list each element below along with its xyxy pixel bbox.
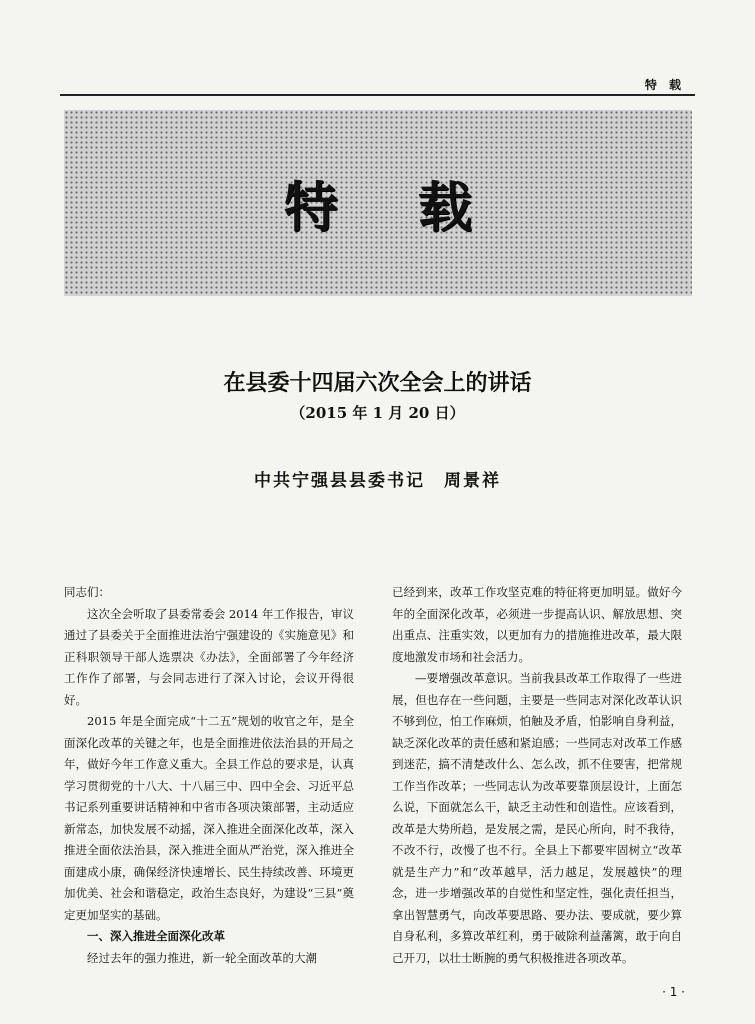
article-title: 在县委十四届六次全会上的讲话: [223, 370, 532, 396]
banner-title: 特载: [284, 174, 552, 239]
section-tag: 特 载: [644, 78, 685, 92]
paragraph: 已经到来，改革工作攻坚克难的特征将更加明显。做好今年的全面深化改革，必须进一步提高认识、解放思想、突出重点、注重实效，以更加有力的措施推进改革，最大限度地激发市场和社会活力。: [392, 585, 682, 664]
article-date: （2015 年 1 月 20 日）: [290, 404, 465, 422]
paragraph: 2015 年是全面完成“十二五”规划的收官之年，是全面深化改革的关键之年，也是全面推进依法治县的开局之年，做好今年工作意义重大。全县工作总的要求是，认真学习贯彻党的十八大、十八届三中、四中全会、习近平总书记系列重要讲话精神和中省市各项决策部署，主动适应新常态，加快发展不动摇，深入推进全面深化改革，深入推进全面依法治县，深入推进全面从严治党，深入推进全面建成小康，确保经济快速增长、民生持续改善、环境更加优美、社会和谐稳定，政治生态良好，为建设“三县”奠定更加坚实的基础。: [64, 714, 354, 922]
article-author: 中共宁强县县委书记 周景祥: [254, 471, 501, 491]
page-number: · 1 ·: [662, 985, 685, 999]
body-column-right: [392, 582, 682, 969]
paragraph: 这次全会听取了县委常委会 2014 年工作报告，审议通过了县委关于全面推进法治宁强建设的《实施意见》和正科职领导干部人选票决《办法》，全面部署了今年经济工作作了部署，与会同志进行了深入讨论，会议开得很好。: [64, 606, 354, 707]
body-column-left: [64, 582, 354, 969]
paragraph: —要增强改革意识。当前我县改革工作取得了一些进展，但也存在一些问题，主要是一些同志对深化改革认识不够到位，怕工作麻烦，怕触及矛盾，怕影响自身利益，缺乏深化改革的责任感和紧迫感；一些同志对改革工作感到迷茫，搞不清楚改什么、怎么改，抓不住要害，把常规工作当作改革；一些同志认为改革要靠顶层设计，上面怎么说，下面就怎么干，缺乏主动性和创造性。应该看到，改革是大势所趋，是发展之需，是民心所向，时不我待，不改不行，改慢了也不行。全县上下都要牢固树立“改革就是生产力”和“改革越早，活力越足，发展越快”的理念，进一步增强改革的自觉性和坚定性，强化责任担当，拿出智慧勇气，向改革要思路、要办法、要成就，要少算自身私利，多算改革红利，勇于破除利益藩篱，敢于向自己开刀，以壮士断腕的勇气积极推进各项改革。: [392, 671, 682, 965]
header-rule: [60, 94, 695, 96]
section-banner: [64, 110, 692, 296]
paragraph: 经过去年的强力推进，新一轮全面改革的大潮: [87, 950, 317, 965]
salutation: 同志们：: [64, 585, 110, 599]
section-heading: 一、深入推进全面深化改革: [87, 929, 225, 943]
